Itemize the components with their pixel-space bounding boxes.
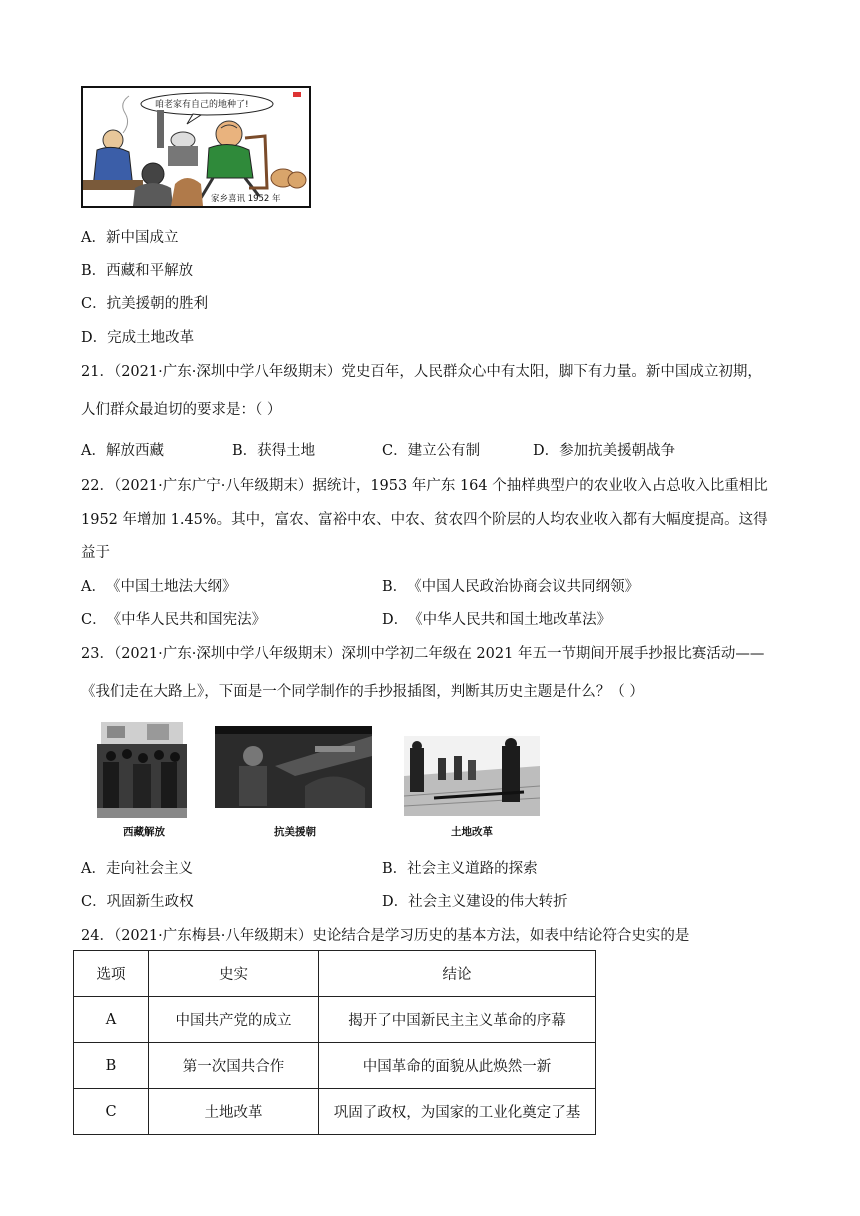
q21-option-b: B．获得土地: [232, 443, 316, 459]
table-row: [74, 1089, 596, 1135]
cartoon-image: [81, 86, 311, 208]
q22-option-a: A．《中国土地法大纲》: [81, 579, 237, 595]
photo-caption-land-reform: 土地改革: [451, 826, 493, 838]
q22-option-b: B．《中国人民政治协商会议共同纲领》: [382, 579, 640, 595]
q24-stem-line-1: 24．（2021·广东梅县·八年级期末）史论结合是学习历史的基本方法，如表中结论符合史实的是: [81, 928, 690, 944]
table-header-row: [74, 951, 596, 997]
q20-option-d: D．完成土地改革: [81, 330, 195, 346]
table-cell: B: [74, 1043, 149, 1089]
history-conclusion-table: [73, 950, 596, 1135]
q22-stem-line-3: 益于: [81, 545, 110, 561]
table-cell: 中国革命的面貌从此焕然一新: [319, 1043, 596, 1089]
table-header-cell: 选项: [74, 951, 149, 997]
table-cell: 中国共产党的成立: [149, 997, 319, 1043]
q22-option-c: C．《中华人民共和国宪法》: [81, 612, 267, 628]
table-cell: A: [74, 997, 149, 1043]
table-header-cell: 结论: [319, 951, 596, 997]
photo-caption-korea: 抗美援朝: [274, 826, 316, 838]
q23-option-d: D．社会主义建设的伟大转折: [382, 894, 568, 910]
q20-option-a: A．新中国成立: [81, 230, 179, 246]
q20-option-b: B．西藏和平解放: [81, 263, 194, 279]
photo-land-reform: [404, 736, 540, 816]
table-cell: 第一次国共合作: [149, 1043, 319, 1089]
table-cell: 巩固了政权，为国家的工业化奠定了基: [319, 1089, 596, 1135]
q22-option-d: D．《中华人民共和国土地改革法》: [382, 612, 612, 628]
table-header-cell: 史实: [149, 951, 319, 997]
q20-option-c: C．抗美援朝的胜利: [81, 296, 209, 312]
q23-stem-line-1: 23．（2021·广东·深圳中学八年级期末）深圳中学初二年级在 2021 年五一节期间开展手抄报比赛活动——: [81, 646, 765, 662]
q22-stem-line-1: 22．（2021·广东广宁·八年级期末）据统计，1953 年广东 164 个抽样典型户的农业收入占总收入比重相比: [81, 478, 768, 494]
q23-option-b: B．社会主义道路的探索: [382, 861, 538, 877]
photo-resist-america-aid-korea: [215, 726, 372, 808]
photo-tibet-liberation: [97, 722, 187, 818]
q22-stem-line-2: 1952 年增加 1.45%。其中，富农、富裕中农、中农、贫农四个阶层的人均农业收入都有大幅度提高。这得: [81, 512, 768, 528]
q21-option-a: A．解放西藏: [81, 443, 164, 459]
table-cell: C: [74, 1089, 149, 1135]
q21-stem-line-1: 21．（2021·广东·深圳中学八年级期末）党史百年，人民群众心中有太阳，脚下有力量。新中国成立初期，: [81, 364, 762, 380]
table-cell: 土地改革: [149, 1089, 319, 1135]
q21-option-d: D．参加抗美援朝战争: [533, 443, 676, 459]
table-row: [74, 997, 596, 1043]
q21-stem-line-2: 人们群众最迫切的要求是：（ ）: [81, 402, 282, 418]
table-cell: 揭开了中国新民主主义革命的序幕: [319, 997, 596, 1043]
cartoon-caption: 家乡喜讯 1952 年: [211, 194, 281, 204]
table-row: [74, 1043, 596, 1089]
q23-stem-line-2: 《我们走在大路上》，下面是一个同学制作的手抄报插图，判断其历史主题是什么？（ ）: [81, 684, 644, 700]
photo-caption-tibet: 西藏解放: [123, 826, 165, 838]
q23-option-c: C．巩固新生政权: [81, 894, 194, 910]
q21-option-c: C．建立公有制: [382, 443, 481, 459]
q23-option-a: A．走向社会主义: [81, 861, 193, 877]
cartoon-speech-text: 咱老家有自己的地种了!: [155, 100, 249, 110]
